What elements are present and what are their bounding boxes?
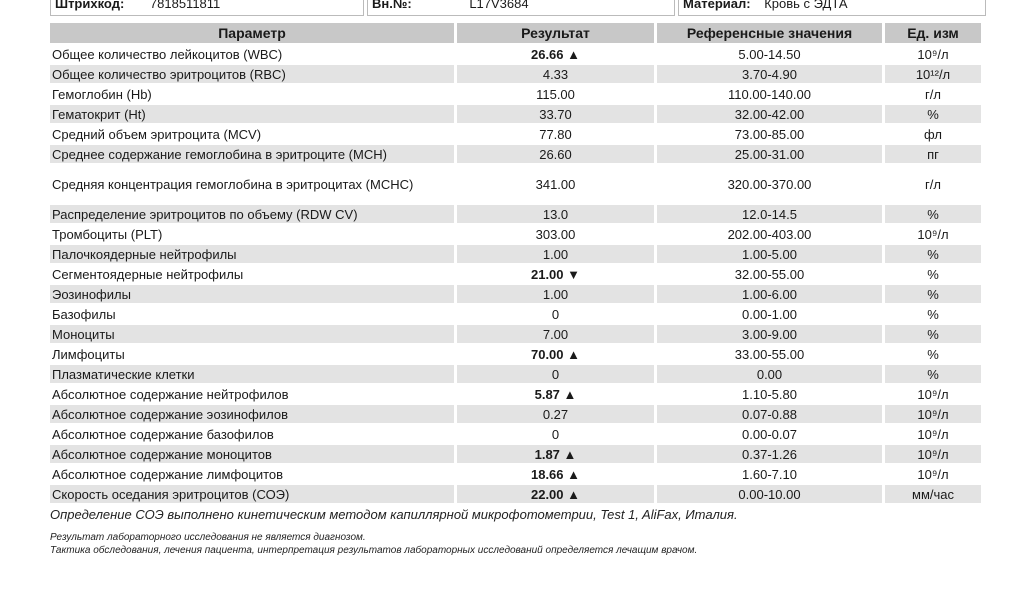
parameter-cell: Лимфоциты	[50, 345, 457, 365]
parameter-cell: Абсолютное содержание базофилов	[50, 425, 457, 445]
unit-cell: 10⁹/л	[885, 225, 984, 245]
reference-cell: 33.00-55.00	[657, 345, 885, 365]
unit-cell: %	[885, 105, 984, 125]
result-cell: 341.00	[457, 165, 657, 205]
header-material	[683, 0, 848, 15]
disclaimer-line-1: Результат лабораторного исследования не является диагнозом.	[50, 532, 366, 543]
results-table	[50, 23, 984, 505]
reference-cell: 32.00-42.00	[657, 105, 885, 125]
unit-cell: 10⁹/л	[885, 445, 984, 465]
reference-cell: 32.00-55.00	[657, 265, 885, 285]
table-row	[50, 125, 984, 145]
material-label: Материал:	[683, 0, 751, 11]
result-cell: 70.00 ▲	[457, 345, 657, 365]
parameter-cell: Абсолютное содержание эозинофилов	[50, 405, 457, 425]
reference-cell: 0.00	[657, 365, 885, 385]
reference-cell: 1.00-5.00	[657, 245, 885, 265]
unit-cell: пг	[885, 145, 984, 165]
reference-cell: 25.00-31.00	[657, 145, 885, 165]
result-cell: 0.27	[457, 405, 657, 425]
unit-cell: %	[885, 325, 984, 345]
parameter-cell: Эозинофилы	[50, 285, 457, 305]
unit-cell: 10⁹/л	[885, 405, 984, 425]
parameter-cell: Средняя концентрация гемоглобина в эритроцитах (MCHC)	[50, 165, 457, 205]
table-row	[50, 485, 984, 505]
disclaimer-line-2: Тактика обследования, лечения пациента, интерпретация результатов лабораторных исследований определяется лечащим врачом.	[50, 545, 698, 556]
reference-cell: 12.0-14.5	[657, 205, 885, 225]
internal-number-value: L17V3684	[469, 0, 529, 11]
result-cell: 22.00 ▲	[457, 485, 657, 505]
material-value: Кровь с ЭДТА	[764, 0, 848, 11]
reference-cell: 202.00-403.00	[657, 225, 885, 245]
reference-cell: 0.07-0.88	[657, 405, 885, 425]
header-internal	[372, 0, 529, 15]
unit-cell: 10⁹/л	[885, 425, 984, 445]
table-row	[50, 85, 984, 105]
table-row	[50, 385, 984, 405]
result-cell: 0	[457, 425, 657, 445]
parameter-cell: Общее количество лейкоцитов (WBC)	[50, 45, 457, 65]
reference-cell: 320.00-370.00	[657, 165, 885, 205]
result-cell: 7.00	[457, 325, 657, 345]
parameter-cell: Абсолютное содержание нейтрофилов	[50, 385, 457, 405]
table-row	[50, 165, 984, 205]
column-header-reference: Референсные значения	[657, 23, 885, 45]
method-note: Определение СОЭ выполнено кинетическим методом капиллярной микрофотометрии, Test 1, AliFax, Италия.	[50, 507, 738, 522]
reference-cell: 0.00-10.00	[657, 485, 885, 505]
result-cell: 26.66 ▲	[457, 45, 657, 65]
reference-cell: 5.00-14.50	[657, 45, 885, 65]
unit-cell: %	[885, 205, 984, 225]
table-row	[50, 245, 984, 265]
parameter-cell: Гемоглобин (Hb)	[50, 85, 457, 105]
barcode-value: 7818511811	[149, 0, 221, 11]
reference-cell: 3.70-4.90	[657, 65, 885, 85]
result-cell: 115.00	[457, 85, 657, 105]
parameter-cell: Скорость оседания эритроцитов (СОЭ)	[50, 485, 457, 505]
unit-cell: %	[885, 245, 984, 265]
table-row	[50, 105, 984, 125]
column-header-unit: Ед. изм	[885, 23, 984, 45]
reference-cell: 1.00-6.00	[657, 285, 885, 305]
reference-cell: 3.00-9.00	[657, 325, 885, 345]
unit-cell: %	[885, 345, 984, 365]
table-row	[50, 365, 984, 385]
reference-cell: 0.37-1.26	[657, 445, 885, 465]
table-row	[50, 465, 984, 485]
reference-cell: 0.00-0.07	[657, 425, 885, 445]
column-header-result: Результат	[457, 23, 657, 45]
reference-cell: 1.60-7.10	[657, 465, 885, 485]
unit-cell: мм/час	[885, 485, 984, 505]
table-row	[50, 345, 984, 365]
result-cell: 0	[457, 365, 657, 385]
reference-cell: 1.10-5.80	[657, 385, 885, 405]
column-header-parameter: Параметр	[50, 23, 457, 45]
table-row	[50, 205, 984, 225]
result-cell: 1.00	[457, 285, 657, 305]
unit-cell: 10⁹/л	[885, 385, 984, 405]
result-cell: 77.80	[457, 125, 657, 145]
reference-cell: 73.00-85.00	[657, 125, 885, 145]
table-row	[50, 65, 984, 85]
parameter-cell: Базофилы	[50, 305, 457, 325]
internal-number-label: Вн.№:	[372, 0, 412, 11]
unit-cell: %	[885, 365, 984, 385]
result-cell: 0	[457, 305, 657, 325]
barcode-label: Штрихкод:	[55, 0, 125, 11]
parameter-cell: Среднее содержание гемоглобина в эритроците (MCH)	[50, 145, 457, 165]
table-row	[50, 405, 984, 425]
parameter-cell: Гематокрит (Ht)	[50, 105, 457, 125]
table-row	[50, 305, 984, 325]
parameter-cell: Абсолютное содержание лимфоцитов	[50, 465, 457, 485]
parameter-cell: Плазматические клетки	[50, 365, 457, 385]
parameter-cell: Абсолютное содержание моноцитов	[50, 445, 457, 465]
parameter-cell: Тромбоциты (PLT)	[50, 225, 457, 245]
table-row	[50, 265, 984, 285]
unit-cell: г/л	[885, 85, 984, 105]
parameter-cell: Распределение эритроцитов по объему (RDW CV)	[50, 205, 457, 225]
unit-cell: %	[885, 285, 984, 305]
result-cell: 1.00	[457, 245, 657, 265]
unit-cell: %	[885, 305, 984, 325]
table-row	[50, 145, 984, 165]
table-row	[50, 225, 984, 245]
unit-cell: 10⁹/л	[885, 465, 984, 485]
unit-cell: г/л	[885, 165, 984, 205]
parameter-cell: Средний объем эритроцита (MCV)	[50, 125, 457, 145]
table-row	[50, 285, 984, 305]
result-cell: 4.33	[457, 65, 657, 85]
results-table-body	[50, 45, 984, 505]
unit-cell: %	[885, 265, 984, 285]
unit-cell: 10⁹/л	[885, 45, 984, 65]
table-row	[50, 45, 984, 65]
result-cell: 303.00	[457, 225, 657, 245]
reference-cell: 110.00-140.00	[657, 85, 885, 105]
table-header-row	[50, 23, 984, 45]
parameter-cell: Общее количество эритроцитов (RBC)	[50, 65, 457, 85]
reference-cell: 0.00-1.00	[657, 305, 885, 325]
result-cell: 18.66 ▲	[457, 465, 657, 485]
parameter-cell: Палочкоядерные нейтрофилы	[50, 245, 457, 265]
result-cell: 1.87 ▲	[457, 445, 657, 465]
unit-cell: фл	[885, 125, 984, 145]
header-barcode	[55, 0, 220, 15]
parameter-cell: Моноциты	[50, 325, 457, 345]
result-cell: 13.0	[457, 205, 657, 225]
parameter-cell: Сегментоядерные нейтрофилы	[50, 265, 457, 285]
unit-cell: 10¹²/л	[885, 65, 984, 85]
result-cell: 26.60	[457, 145, 657, 165]
result-cell: 33.70	[457, 105, 657, 125]
table-row	[50, 425, 984, 445]
table-row	[50, 325, 984, 345]
table-row	[50, 445, 984, 465]
result-cell: 21.00 ▼	[457, 265, 657, 285]
result-cell: 5.87 ▲	[457, 385, 657, 405]
